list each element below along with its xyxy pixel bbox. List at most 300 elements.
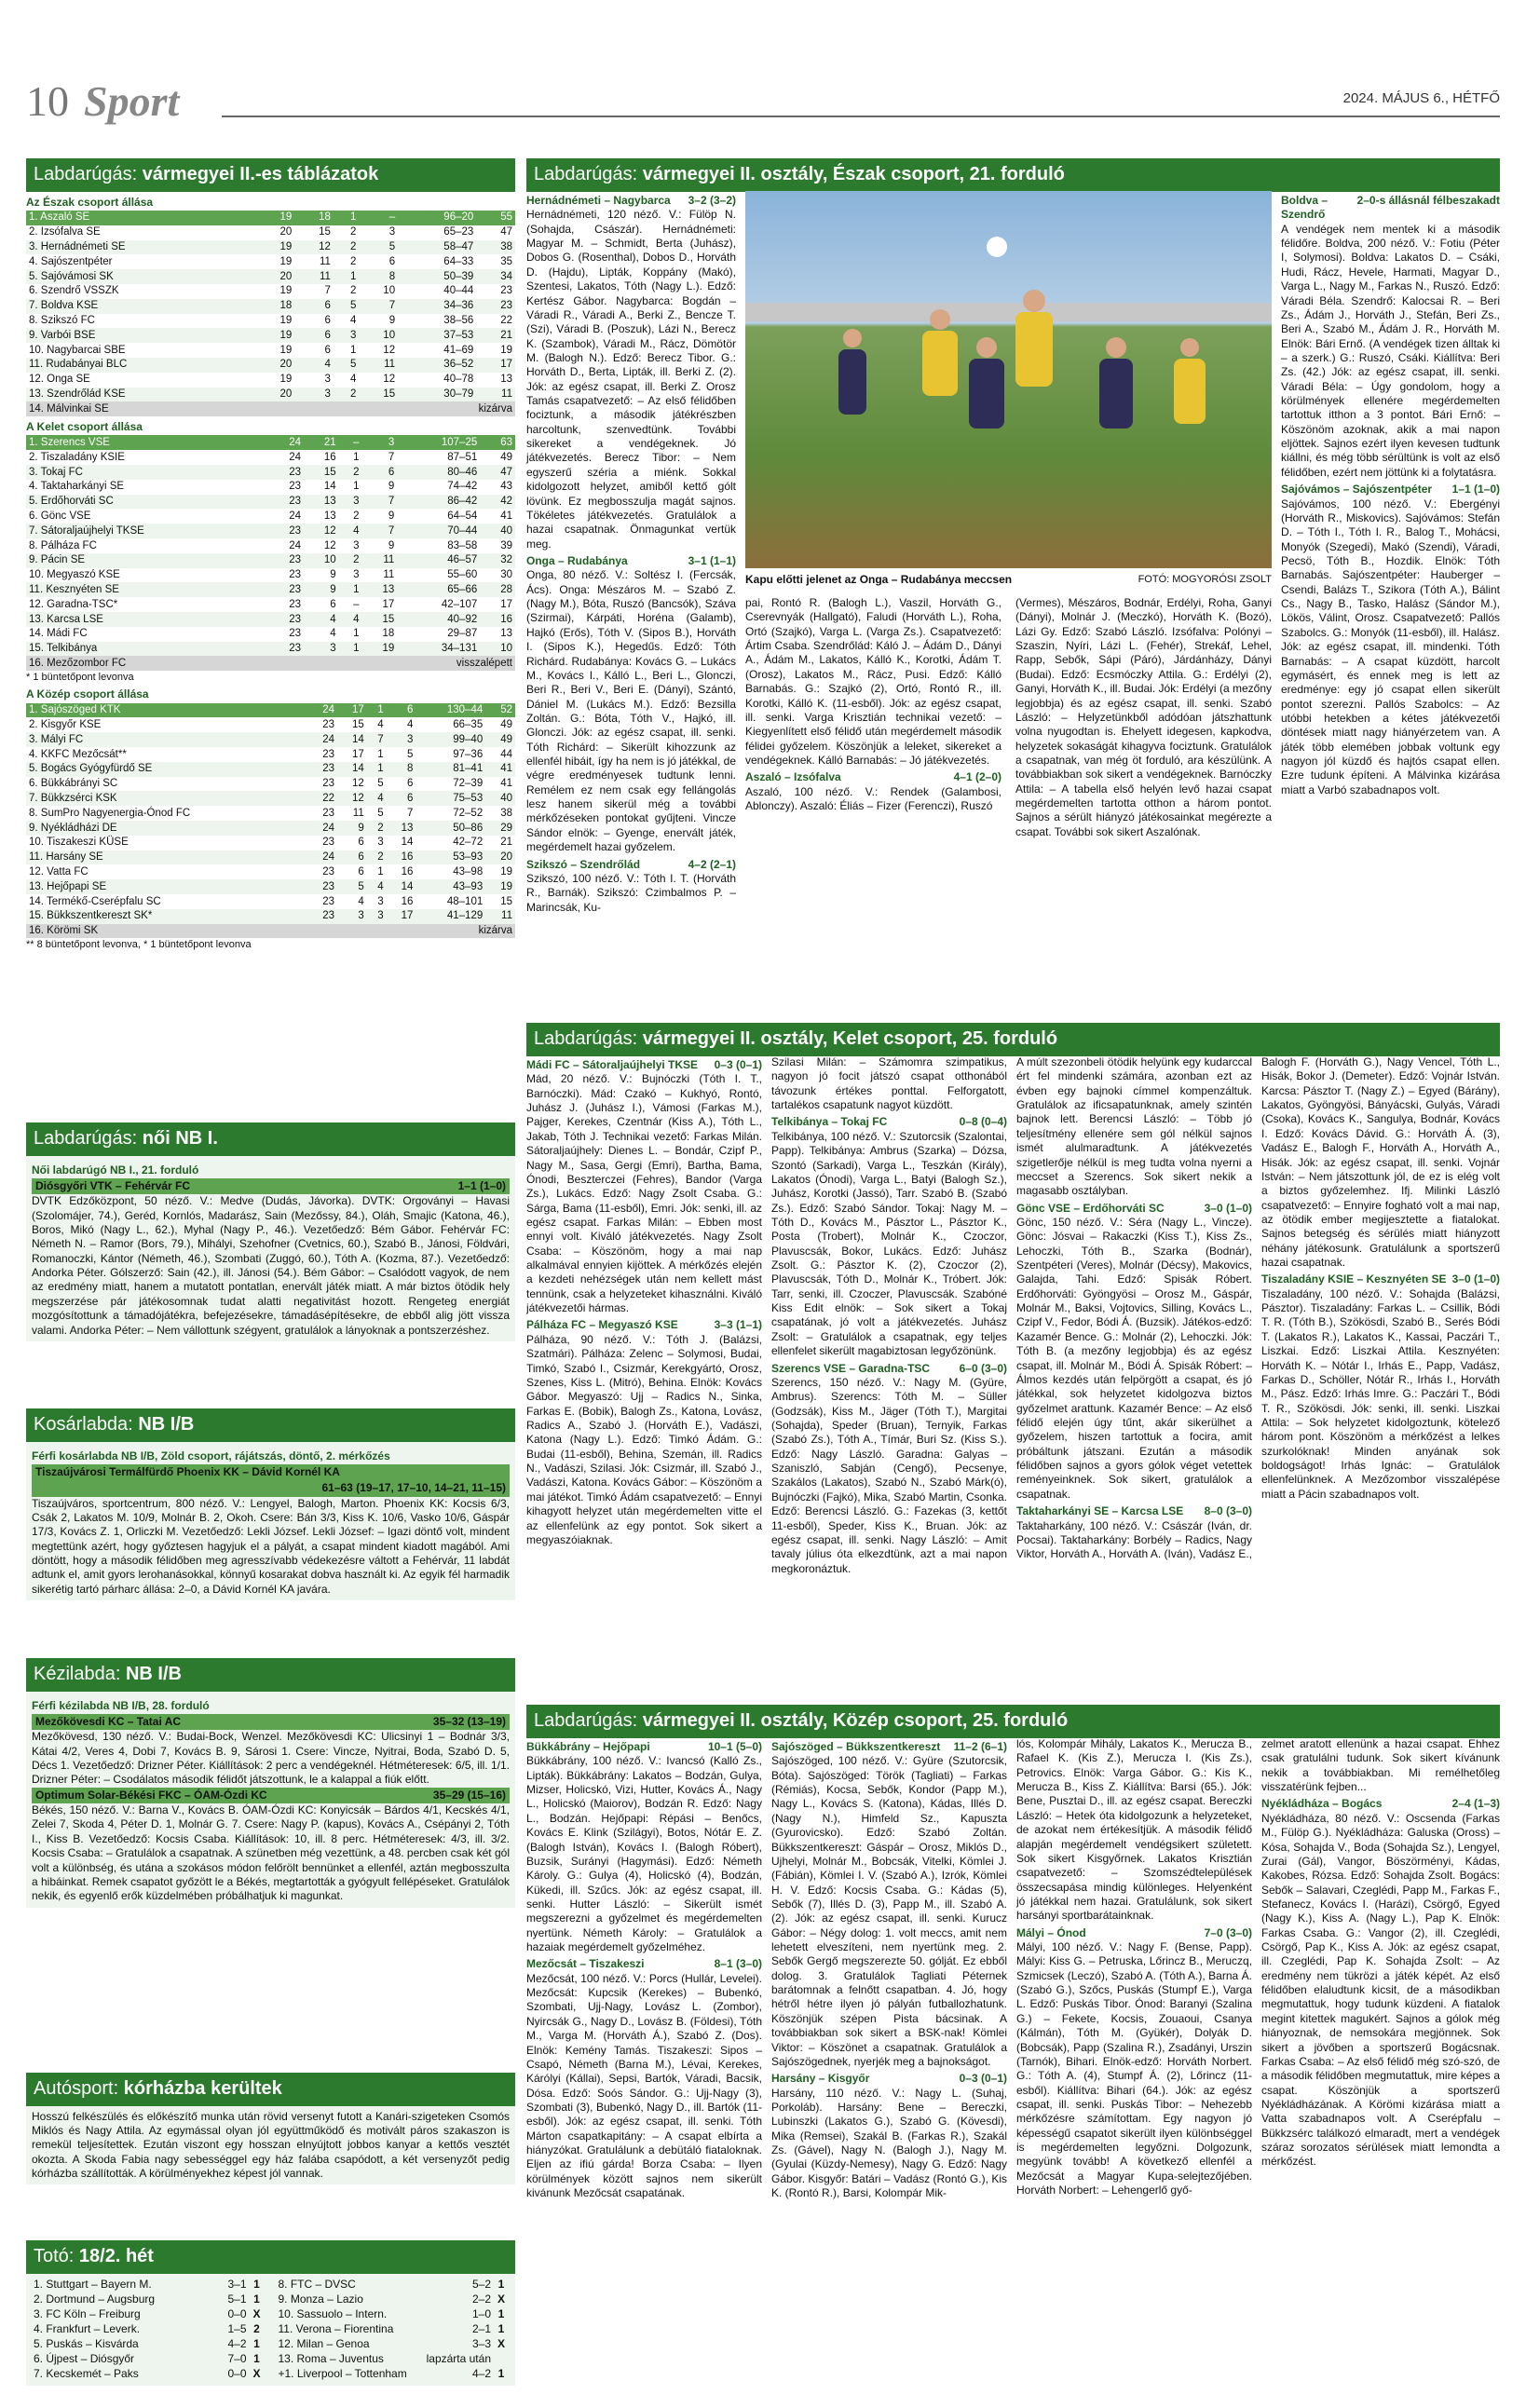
match-score: 3–0 (1–0) (1451, 1272, 1500, 1286)
team-name: 8. SumPro Nagyenergia-Ónod FC (29, 807, 191, 819)
team-stat: 12 (351, 778, 364, 790)
team-stat: 11 (359, 358, 398, 373)
noi-block (26, 1122, 515, 1341)
team-stat: 47 (500, 226, 512, 238)
east-round-col-4 (1261, 1055, 1500, 1502)
standings-row (26, 284, 515, 299)
team-stat: 43–98 (453, 865, 484, 877)
match-photo (745, 191, 1272, 568)
standings-row (26, 358, 515, 373)
team-stat: 4 (367, 879, 387, 894)
team-stat: 24 (289, 510, 302, 522)
match-title (1016, 1504, 1252, 1518)
match-title (1281, 194, 1500, 223)
team-stat: 16 (323, 451, 336, 463)
team-stat: 1 (367, 703, 387, 718)
team-stat: 23 (322, 895, 335, 907)
standings-row (26, 388, 515, 402)
toto-row (277, 2367, 511, 2382)
team-stat: 24 (289, 451, 302, 463)
team-stat: 20 (485, 850, 515, 865)
kosar-match: Tiszaújvárosi Termálfürdő Phoenix KK – Dávid Kornél KA (32, 1464, 510, 1480)
toto-match: 6. Újpest – Diósgyőr (34, 2351, 135, 2365)
match-score: 2–4 (1–3) (1451, 1797, 1500, 1811)
team-stat: 7 (362, 495, 398, 510)
team-stat: 41–69 (443, 344, 474, 356)
team-stat: 2 (350, 255, 357, 267)
team-stat: 47 (480, 465, 515, 480)
match-score: 10–1 (5–0) (707, 1740, 762, 1753)
team-name: 13. Karcsa LSE (26, 612, 268, 627)
toto-score: 1–5 (227, 2321, 247, 2335)
team-stat: 5 (377, 807, 384, 819)
auto-header: Autósport: kórházba kerültek (26, 2073, 515, 2106)
standings-row (26, 254, 515, 269)
noi-header: Labdarúgás: női NB I. (26, 1122, 515, 1156)
match-score: 11–2 (6–1) (953, 1740, 1007, 1753)
match-title (771, 1740, 1007, 1754)
auto-block (26, 2073, 515, 2184)
team-stat: 17 (351, 748, 364, 760)
toto-score: lapzárta után (426, 2351, 491, 2365)
team-name: 9. Varbói BSE (26, 328, 256, 343)
team-stat: 3 (387, 732, 416, 747)
toto-tip: 1 (253, 2277, 260, 2291)
toto-tip: X (252, 2306, 261, 2320)
team-stat: 1 (339, 582, 362, 597)
team-stat: 2 (350, 285, 357, 297)
team-name: 10. Tiszakeszi KÜSE (29, 837, 129, 849)
match-report: pai, Rontó R. (Balogh L.), Vaszil, Horváth G., Cserevnyák (Hallgató), Faludi (Horváth L.), Roha, Ortó (Szajkó), Varga L. (Varga Zs.). Csapatvezető: Ártim Csaba. Szendrőlád: Káló J. – Ádám D., Dányi A., Ádám M., Lakatos, Kálló K., Korotki, Ádám T. (Orosz), Lakatos M., Rácz, Pusi. Edző: Kálló Barnabás. G.: Szajkó (2), Ortó, Rontó R., ill. Korotki, Kálló K. (11-esből). Jók: az egész csapat, ill. senki. Varga Krisztián technikai vezető: – Kiegyenlített első félidő után megérdemelt második félidei győzelem. Köszönjük a leleket, sikereket a vendégeknek. Kálló Barnabás: – Jó játékvezetés. (745, 596, 1001, 767)
team-stat: 29 (485, 821, 515, 836)
toto-match: 12. Milan – Genoa (278, 2336, 370, 2350)
team-name: 4. Sajószentpéter (29, 255, 113, 267)
team-stat: 3 (353, 569, 360, 581)
team-stat: 1 (353, 481, 360, 493)
team-stat: 11 (383, 569, 395, 581)
match-report: Harsány, 110 néző. V.: Nagy L. (Suhaj, Porkoláb). Harsány: Bene – Bereczki, Lubinszki (Lakatos G.), Szabó G. (Kövesdi), Mika (Remsei), Szakál B. (Farkas R.), Szakál Zs. (Gável), Nagy N. (Balogh J.), Nagy M. (Gyulai (Küzdy-Nemesy), Nagy G. Edző: Nagy Gábor. Kisgyőr: Batári – Vadász (Rontó G.), Kis K. (Rontó R.), Barsi, Kolompár Mik- (771, 2086, 1007, 2200)
team-stat: 34 (476, 269, 515, 284)
match-name: Pálháza FC – Megyaszó KSE (526, 1318, 678, 1332)
team-stat: 3 (377, 837, 384, 849)
toto-tip: X (497, 2292, 505, 2306)
match-name: Boldva – Szendrő (1281, 194, 1328, 222)
team-stat: 13 (387, 821, 416, 836)
team-stat: 1 (353, 451, 360, 463)
kezi-text-2: Békés, 150 néző. V.: Barna V., Kovács B. ÓAM-Ózdi KC: Konyicsák – Bárdos 4/1, Kecskés 4/1, Zelei 7, Skoda 4, Péter D. 1, Molnár G. 7. Csere: Nagy P. (kapus), Kovács A., Csépányi 2, Tóth I., Kiss B. Vezetőedző: Kocsis Csaba. Kiállítások: 10, ill. 8 perc. Hétméteresek: 4/3, ill. 3/2. Kocsis Csaba: – Gratulálok a csapatnak. A szünetben még vezettünk, a 48. percben csak két gól volt a különbség, és utána a szokásos módon felőrölt bennünket a ellenfél, aztán megbosszulta a hibáinkat. Remek csapatot győzött le a Békés, megtartották a gyógyult fellépéseket. Gratulálok nekik, és egyenlő erők küzdelmében próbálhatjuk ki magunkat. (32, 1803, 510, 1903)
match-report: Bükkábrány, 100 néző. V.: Ivancsó (Kalló Zs., Lipták). Bükkábrány: Lakatos – Bodzán, Gulya, Mizser, Holicskó, Vizi, Hutter, Kovács Á., Nagy L., Holicskó (Maiorov), Bodzán R. Edző: Nagy L., Bodzán. Hejőpapi: Répási – Benőcs, Kovács E. Klink (Szilágyi), Botos, Nótár E. Z. (Balogh István), Kovács I. (Balogh Róbert), Buzsik, Surányi (Hagymási). Edző: Németh Károly. G.: Gulya (4), Holicskó (4), Bodzán, Kükedi, ill. Szűcs. Jók: az egész csapat, ill. senki. Hutter László: – Sikerült ismét megszerezni a győzelmet és megérdemelten nyertünk. Németh Károly: – Gratulálok a hazaiak megérdemelt győzelméhez. (526, 1754, 762, 1954)
team-stat: 13 (304, 495, 339, 510)
standings-row (26, 240, 515, 255)
match-score: 4–2 (2–1) (688, 857, 736, 871)
team-stat: 19 (256, 211, 295, 225)
team-stat: 15 (500, 895, 512, 907)
team-stat: 2 (353, 510, 360, 522)
team-stat: 39 (500, 539, 512, 551)
team-stat: 63 (480, 435, 515, 450)
team-stat: 16 (401, 895, 414, 907)
team-stat: 23 (476, 299, 515, 314)
match-score: 6–0 (3–0) (959, 1361, 1007, 1375)
team-stat: 6 (358, 837, 364, 849)
team-name: 14. Mádi FC (29, 628, 88, 640)
team-name: 2. Izsófalva SE (29, 226, 101, 238)
team-stat: 11 (294, 269, 334, 284)
standings-row (26, 524, 515, 538)
team-stat: 4 (350, 374, 357, 386)
match-score: 8–1 (3–0) (714, 1957, 762, 1971)
team-stat: 9 (388, 315, 396, 327)
toto-tip: 1 (497, 2321, 505, 2335)
match-report: Balogh F. (Horváth G.), Nagy Vencel, Tóth L., Hisák, Bokor J. (Demeter). Edző: Vojnár István. Karcsa: Pásztor T. (Nagy Z.) – Egyed (Bárány), Lakatos, Gyöngyösi, Bányácski, Gulyás, Váradi (Csoka), Kovács K., Sangulya, Bodnár, Kovács I. Edző: Kovács Dávid. G.: Horváth Á. (3), Vadász E., Balogh F., Horváth A., Horváth A., Hisák. Jók: az egész csapat, ill. senki. Vojnár István: – Nem játszottunk jól, de ez is elég volt a biztos győzelemhez. Ifj. Milinki László csapatvezető: – Ennyire fogható volt a mai nap, az ötödik ember megijesztette a fiatalokat. Sajnos betegség és sérülés miatt hiányzott néhány játékosunk. Gratulálunk a sportszerű hazai csapatnak. (1261, 1055, 1500, 1270)
match-score: 0–3 (0–1) (714, 1058, 762, 1071)
team-stat: 50–39 (398, 269, 476, 284)
team-stat: 3 (353, 539, 360, 551)
team-stat: 24 (307, 850, 337, 865)
match-score: 2–0-s állásnál félbeszakadt (1356, 194, 1500, 207)
toto-tip: 1 (497, 2366, 505, 2380)
team-stat: 23 (322, 718, 335, 730)
team-stat: 8 (387, 762, 416, 777)
standings-row (26, 299, 515, 314)
team-name: 6. Bükkábrányi SC (29, 778, 118, 790)
team-stat: 9 (388, 510, 395, 522)
team-stat: 40–92 (397, 612, 480, 627)
team-stat: 6 (387, 703, 416, 718)
team-name: 6. Gönc VSE (29, 510, 91, 522)
team-stat: 12 (294, 240, 334, 255)
match-name: Gönc VSE – Erdőhorváti SC (1016, 1201, 1165, 1215)
section-title: Sport (84, 77, 180, 125)
team-stat: 23 (322, 837, 335, 849)
team-stat: 10 (480, 642, 515, 657)
team-stat: 8 (359, 269, 398, 284)
toto-tip: 2 (253, 2321, 260, 2335)
team-stat: 30–79 (398, 388, 476, 402)
east-round-block (526, 1023, 1500, 1056)
north-round-block (526, 158, 1500, 192)
match-report: Sajóvámos, 100 néző. V.: Ebergényi (Horváth R., Miskovics). Sajóvámos: Stefán D. – Tóth I., Tóth I. R., Balog T., Mohácsi, Monyók (Szegedi), Makó (Szendi), Váradi, Pecsö, Tóth B., Hozdik. Elnök: Tóth Barnabás. Sajószentpéter: Hauberger – Csendi, Balázs T., Szikora (Tóth A.), Bálint Cs., Nagy B., Tasko, Halász (Sándor M.), Lökös, Válint, Orosz. Csapatvezető: Pallós Szabolcs. G.: Monyók (11-esből), ill. Halász. Jók: az egész csapat, ill. mindenki. Tóth Barnabás: – A csapat küzdött, harcolt egymásért, és ennek meg is lett az eredménye: egy jó csapat ellen sikerült pontot szerezni. Pallós Szabolcs: – Az utóbbi hetekben a kétes játékvezetői döntések miatt nagy hiányérzetem van. A játék több elemében jobbak voltunk egy nagyon jól küzdő és hajtós csapat ellen. Ezre tudunk építeni. A Málvinka kizárása miatt a Varbó szabadnapos volt. (1281, 497, 1500, 796)
toto-right-table (277, 2278, 511, 2382)
team-stat: 23 (268, 553, 304, 568)
toto-row (277, 2337, 511, 2352)
match-title (526, 858, 736, 872)
team-name: 7. Boldva KSE (26, 299, 256, 314)
team-stat: – (359, 211, 398, 225)
team-stat: 17 (476, 358, 515, 373)
team-stat: 2 (334, 240, 359, 255)
team-stat: 50–86 (416, 821, 485, 836)
match-title (526, 1957, 762, 1971)
team-stat: 23 (307, 762, 337, 777)
team-stat: 49 (500, 718, 512, 730)
match-title (1281, 483, 1500, 497)
team-name: 3. Tokaj FC (26, 465, 268, 480)
team-stat: 11 (476, 388, 515, 402)
team-stat: 42 (480, 495, 515, 510)
toto-block (26, 2240, 515, 2386)
match-name: Sajószöged – Bükkszentkereszt (771, 1740, 941, 1753)
toto-row (32, 2337, 266, 2352)
toto-left-table (32, 2278, 266, 2382)
match-name: Hernádnémeti – Nagybarca (526, 194, 671, 207)
team-stat: 65–66 (397, 582, 480, 597)
standings-row (26, 328, 515, 343)
standings-row (26, 465, 515, 480)
standings-row (26, 879, 515, 894)
match-report: Mályi, 100 néző. V.: Nagy F. (Bense, Papp). Mályi: Kiss G. – Petruska, Lőrincz B., Meruczq, Szmicsek (Leczó), Szabó A. (Tóth A.), Barna Á. (Szabó G.), Szőcs, Puskás (Stumpf E.), Varga L. Edző: Puskás Tibor. Ónod: Baranyi (Szalina G.) – Fekete, Kocsis, Zouaoui, Csanya (Kálmán), Tóth M. (Gyükér), Dolyák D. (Bobcsák), Papp (Szalina R.), Zsadányi, Urszin (Tarnók), Bihari. Elnök-edző: Horváth Norbert. G.: Tóth A. (4), Stumpf Á. (2), Lőrincz (11-esből). Kiállítva: Bihari (64.). Jók: az egész csapat, ill. senki. Puskás Tibor: – Nehezebb mérkőzésre számítottam. Egy nagyon jó képességű csapatot sikerült ilyen különbséggel is megérdemelten legyőzni. Dolgozunk, megyünk tovább! A következő ellenfél a Mezőcsát a Magyar Kupa-selejtezőjében. Horváth Norbert: – Lehengerlő győ- (1016, 1940, 1252, 2197)
team-stat: 1 (353, 628, 360, 640)
toto-score: 3–3 (471, 2336, 491, 2350)
team-stat: 7 (406, 807, 414, 819)
team-stat: 80–46 (397, 465, 480, 480)
match-report: Pálháza, 90 néző. V.: Tóth J. (Balázsi, Szatmári). Pálháza: Zelenc – Solymosi, Budai, Timkó, Szabó I., Csizmár, Kerekgyártó, Orosz, Szenes, Kiss L. (Mitró), Behina. Elnök: Kovács Gábor. Megyaszó: Ujj – Radics N., Sinka, Farkas E. (Bobik), Balogh Zs., Katona, Lovász, Radics A., Szabó J. (Horváth E.), Vadászi, Katona (Nagy L.). Edző: Timkó Ádám. G.: Budai (11-esből), Behina, Szemán, ill. Radics N., Vadászi, Szilasi. Jók: Csizmár, ill. Szabó J., Vadászi, Katona. Kovács Gábor: – Köszönöm a mai játékot. Timkó Ádám csapatvezető: – Ennyi kihagyott helyzet után megérdemelten vitte el az ellenfelünk az egy pontot. Sok sikert a megyaszóiaknak. (526, 1332, 762, 1546)
toto-match: +1. Liverpool – Tottenham (278, 2366, 407, 2380)
team-stat: 38–56 (443, 315, 474, 327)
team-stat: 12 (383, 344, 396, 356)
match-name: Sajóvámos – Sajószentpéter (1281, 483, 1433, 497)
team-name: 3. Hernádnémeti SE (26, 240, 256, 255)
match-report: Nyékládháza, 80 néző. V.: Oscsenda (Farkas M., Fülöp G.). Nyékládháza: Galuska (Oross) – Kósa, Sohajda V., Boda (Sohajda Sz.), Lengyel, Zurai (Gál), Vangor, Böszörményi, Kádas, Kakobes, Rózsa. Edző: Sohajda Zsolt. Bogács: Sebők – Salavari, Czeglédi, Papp M., Farkas F., Stefanecz, Kovács I. (Harázi), Csörgő, Egyed (Nagy K.), Kiss A. (Nagy L.), Pap K. Elnök: Farkas Csaba. G.: Vangor (2), ill. Czeglédi, Csörgő, Pap K., Kiss A. Jók: az egész csapat, ill. Czeglédi, Pap K. Sohajda Zsolt: – Az eredmény nem tükrözi a játék képét. Az első félidőben elaludtunk kicsit, de a másodikban megmutattuk, hogy tudunk küzdeni. A fiatalok megint kitettek magukért. Sajnos a gólok még hiányoznak, de nemsokára megjönnek. Sok sikert a jövőben a sportszerű Bogácsnak. Farkas Csaba: – Az első félidő még szó-szó, de a második félidőben megmutattuk, mire képes a csapat. Köszönjük a sportszerű Nyékládházának. A Körömi kizárása miatt a Vatta szabadnapos volt. A Cserépfalu – Bükkzsérc találkozó elmaradt, mert a vendégek száraz sorozatos sérülések miatt lemondta a mérkőzést. (1261, 1811, 1500, 2169)
standings-row (26, 450, 515, 465)
team-stat: 18 (382, 628, 395, 640)
team-stat: 23 (268, 642, 304, 657)
team-stat: 23 (322, 748, 335, 760)
team-stat: 28 (480, 582, 515, 597)
toto-score: 4–2 (471, 2366, 491, 2380)
toto-row (32, 2292, 266, 2307)
team-stat: 72–52 (453, 807, 484, 819)
standings-row (26, 777, 515, 792)
team-stat: 53–93 (416, 850, 485, 865)
team-stat: 30 (500, 569, 512, 581)
team-stat: 97–36 (453, 748, 484, 760)
team-stat: 46–57 (397, 553, 480, 568)
standings-row (26, 568, 515, 583)
team-stat: 7 (359, 299, 398, 314)
toto-score: 2–1 (471, 2321, 491, 2335)
team-stat: 66–35 (453, 718, 484, 730)
toto-score: 2–2 (471, 2292, 491, 2306)
team-stat: 16 (480, 612, 515, 627)
team-stat: 15 (362, 612, 398, 627)
match-name: Mádi FC – Sátoraljaújhelyi TKSE (526, 1058, 699, 1071)
match-report: zelmet aratott ellenünk a hazai csapat. Ehhez csak gratulálni tudunk. Sok sikert kívánunk nekik a továbbiakban. Mi remélhetőleg visszatérünk fejben... (1261, 1737, 1500, 1794)
team-stat: 21 (476, 328, 515, 343)
team-stat: 7 (367, 732, 387, 747)
team-stat: 17 (500, 598, 512, 610)
match-title (526, 1318, 762, 1332)
team-stat: 4 (339, 524, 362, 538)
team-stat: 41 (500, 510, 512, 522)
team-stat: 9 (388, 481, 395, 493)
noi-match: Diósgyőri VTK – Fehérvár FC 1–1 (1–0) (32, 1178, 510, 1194)
team-stat: 19 (279, 374, 293, 386)
team-stat: 6 (406, 778, 414, 790)
central-round-col-3 (1016, 1737, 1252, 2198)
team-stat: 14 (323, 481, 336, 493)
team-stat: 130–44 (416, 703, 485, 718)
toto-header: Totó: 18/2. hét (26, 2240, 515, 2274)
toto-score: 5–1 (227, 2292, 247, 2306)
team-stat: 42–107 (441, 598, 478, 610)
match-report: Mezőcsát, 100 néző. V.: Porcs (Hullár, Levelei). Mezőcsát: Kupcsik (Kerekes) – Bubenkó, Szombati, Ujj-Nagy, Lovász L. (Zombor), Nyircsák G., Nagy D., Lovász B. (Földesi), Tóth M., Varga M. (Horváth Á.), Szabó Z. (Dos). Elnök: Kemény Tamás. Tiszakeszi: Sipos – Csapó, Németh (Barna M.), Lévai, Kerekes, Kárólyi (Kállai), Sepsi, Bartók, Váradi, Bacsik, Dósa. Edző: Soós Sándor. G.: Ujj-Nagy (3), Szombati (3), Bubenkó, Nagy D., ill. Bartók (11-esből). Jók: az egész csapat, ill. senki. Tóth Márton csapatkapitány: – A csapat elbírta a hiányzókat. Gratulálunk a debütáló fiataloknak. Eljen az ifiú gárda! Borza Csaba: – Ilyen körülmények között sajnos nem sikerült kivánunk Mezőcsát csapatának. (526, 1971, 762, 2200)
match-title (526, 1058, 762, 1072)
team-stat: 49 (485, 732, 515, 747)
team-stat: 38 (500, 807, 512, 819)
standings-row (26, 747, 515, 762)
team-stat: 21 (304, 435, 339, 450)
standings-row (26, 211, 515, 225)
toto-row (277, 2278, 511, 2292)
auto-text: Hosszú felkészülés és előkészítő munka után rövid versenyt futott a Kanári-szigeteken Csomós Miklós és Nagy Attila. Az egymással olyan jól együttműködő és motivált páros szakaszon is remekül teljesítettek. Ezután viszont egy hosszan elnyújtott jobbos kanyar a kettős vesztét okozta. A Skoda Fabia nagy sebességgel egy ház falába csapódott, a két versenyzőt pedig kórházba szállították. A körülményekhez képest jól vannak. (32, 2109, 510, 2181)
team-name: 2. Kisgyőr KSE (29, 718, 102, 730)
team-stat: 11 (320, 255, 331, 267)
match-report: Aszaló, 100 néző. V.: Rendek (Galambosi, Ablonczy). Aszaló: Éliás – Fizer (Ferenczi), Ruszó (745, 784, 1001, 813)
toto-score: 3–1 (227, 2277, 247, 2291)
excluded-note: visszalépett (268, 656, 515, 671)
team-stat: 83–58 (447, 539, 478, 551)
match-name: Nyékládháza – Bogács (1261, 1797, 1383, 1811)
team-stat: 23 (268, 465, 304, 480)
match-title (1261, 1797, 1500, 1811)
team-name: 7. Sátoraljaújhelyi TKSE (26, 524, 268, 538)
match-report: Szerencs, 150 néző. V.: Nagy M. (Gyüre, Ambrus). Szerencs: Tóth M. – Süller (Godzsák), Kiss M., Jäger (Tóth T.), Margitai (Sohajda), Speder (Bruan), Ternyik, Farkas (Szabó Zs.), Tóth A., Tímár, Buri Sz. (Kiss S.). Edző: Nagy László. Garadna: Galyas – Szaniszló, Sabján (Cengő), Pecsenye, Szakálos (Lakatos), Szabó N., Szabó Márk(ó), Bujnóczki (Fajkó), Mika, Szabó Martin, Csonka. Edző: Berencsi László. G.: Fazekas (3, kettőt 11-esből), Speder, Kiss K., Bruan. Jók: az egész csapat, ill. senki. Nagy László: – Amit tavaly július óta elkezdtünk, azt a mai napon megkoronáztuk. (771, 1375, 1007, 1575)
team-stat: 19 (362, 642, 398, 657)
excluded-row (26, 401, 515, 416)
team-stat: 34–131 (397, 642, 480, 657)
excluded-note: kizárva (256, 401, 515, 416)
match-report: Mád, 20 néző. V.: Bujnóczki (Tóth I. T., Barnóczki). Mád: Czakó – Kukhyó, Rontó, Juhász J. (Juhász I.), Vámosi (Farkas M.), Pajger, Kerekes, Czentnár (Kiss A.), Tóth L., Jakab, Tóth J. Technikai vezető: Farkas Milán. Sátoraljaújhely: Dienes L. – Bondár, Czipf P., Nagy M., Sasa, Gergi (Emri), Bartha, Bama, Ónodi, Beszterczei (Fehres), Bandor (Varga Zs.), Lukács. Edző: Nagy Zsolt Csaba. G.: Sárga, Bama (11-esből), Emri. Jók: senki, ill. az egész csapat. Farkas Milán: – Ebben most ennyi volt. Kiváló játékvezetés. Nagy Zsolt Csaba: – Köszönöm, hogy a mai nap alkalmával ennyien kijöttek. A mérkőzés elején a kezdeti nehézségek után nem kellett mást tennünk, csak a helyzeteket kihasználni. Kiváló játékvezetői hármas. (526, 1072, 762, 1315)
toto-match: 7. Kecskemét – Paks (34, 2366, 139, 2380)
photo-caption: FOTÓ: MOGYORÓSI ZSOLT Kapu előtti jelenet az Onga – Rudabánya meccsen (745, 573, 1272, 586)
kezi-header: Kézilabda: NB I/B (26, 1658, 515, 1692)
toto-row (32, 2278, 266, 2292)
north-table (26, 211, 515, 416)
issue-date: 2024. MÁJUS 6., HÉTFŐ (1342, 90, 1500, 106)
team-stat: 23 (289, 628, 302, 640)
standings-row (26, 762, 515, 777)
team-name: 2. Tiszaladány KSIE (29, 451, 125, 463)
team-stat: 23 (268, 582, 304, 597)
toto-row (32, 2322, 266, 2337)
central-footnote: ** 8 büntetőpont levonva, * 1 büntetőpont levonva (26, 939, 252, 951)
photo-credit: FOTÓ: MOGYORÓSI ZSOLT (1138, 574, 1272, 585)
team-stat: 5 (334, 358, 359, 373)
team-stat: 40–44 (443, 285, 474, 297)
match-report: Hernádnémeti, 120 néző. V.: Fülöp N. (Sohajda, Császár). Hernádnémeti: Magyar M. – Schmidt, Berta (Juhász), Dobos G. (Rosenthal), Dobos D., Horváth D. (Hajdu), Lipták, Koppány (Makó), Szentesi, Lakatos, Tóth (Nagy L.). Edző: Kertész Gábor. Nagybarca: Bogdán – Váradi R., Váradi A., Berki Z., Bencze T. (Szi), Váradi B. (Poszuk), Lázi N., Berecz K. (Szambok), Váradi M., Rácz, Dömötör M. (Balogh N.). Edző: Berecz Tibor. G.: Horváth D., Berta, Lipták, ill. Berki Z. (2). Jók: az egész csapat, ill. Berki Z. Orosz Tamás csapatvezető: – Az első félidőben fociztunk, a második játékrészben harcoltunk, szenvedtünk. További sikereket a vendégeknek. Jó játékvezetés. Berecz Tibor: – Nem egyszerű széria a miénk. Sokkal kidolgozott helyzet, amiből kettő gólt lövünk. Ez megbosszulja magát sajnos. Tökéletes játékvezetés. Gratulálok a hazai csapatnak. Önmagunkat vertük meg. (526, 208, 736, 551)
team-stat: 19 (279, 315, 293, 327)
match-score: 3–2 (3–2) (688, 194, 736, 207)
team-stat: 3 (362, 435, 398, 450)
toto-match: 1. Stuttgart – Bayern M. (34, 2277, 152, 2291)
team-stat: 15 (359, 388, 398, 402)
team-stat: 58–47 (398, 240, 476, 255)
team-name: 11. Rudabányai BLC (26, 358, 256, 373)
team-stat: 23 (289, 598, 302, 610)
team-stat: 81–41 (416, 762, 485, 777)
team-stat: 11 (352, 807, 364, 819)
toto-match: 4. Frankfurt – Leverk. (34, 2321, 141, 2335)
excluded-note: kizárva (307, 924, 515, 939)
team-name: 4. Taktaharkányi SE (29, 481, 125, 493)
team-stat: 9 (337, 821, 367, 836)
team-stat: 19 (485, 879, 515, 894)
page-number: 10 (26, 77, 69, 125)
team-stat: 4 (304, 612, 339, 627)
team-name: 5. Erdőhorváti SC (26, 495, 268, 510)
team-stat: 20 (256, 269, 295, 284)
team-name: 13. Szendrőlád KSE (26, 388, 256, 402)
team-name: 12. Vatta FC (29, 865, 89, 877)
standings-row (26, 642, 515, 657)
team-stat: 17 (337, 703, 367, 718)
standings-row (26, 864, 515, 879)
team-stat: 40 (480, 524, 515, 538)
team-stat: 3 (377, 895, 384, 907)
team-stat: 1 (334, 211, 359, 225)
team-stat: 19 (500, 865, 512, 877)
team-stat: 3 (294, 388, 334, 402)
match-report: Szilasi Milán: – Számomra szimpatikus, nagyon jó focit játszó csapat otthonából távozunk értékes ponttal. Felforgatott, tartalékos csapatunk nagyot küzdött. (771, 1055, 1007, 1112)
team-stat: 7 (362, 524, 398, 538)
team-name: 10. Megyaszó KSE (29, 569, 120, 581)
team-stat: 6 (330, 598, 336, 610)
team-stat: 13 (500, 374, 512, 386)
team-stat: 40 (485, 791, 515, 806)
team-stat: 2 (350, 226, 357, 238)
standings-row (26, 343, 515, 358)
team-stat: 41 (500, 778, 512, 790)
toto-match: 5. Puskás – Kisvárda (34, 2336, 139, 2350)
players-illustration (745, 191, 1272, 568)
match-score: 7–0 (3–0) (1204, 1925, 1252, 1939)
team-stat: 20 (279, 226, 293, 238)
team-stat: 87–51 (447, 451, 478, 463)
north-round-col-2 (745, 596, 1001, 813)
kezi-sub: Férfi kézilabda NB I/B, 28. forduló (32, 1698, 210, 1712)
team-stat: 6 (388, 255, 396, 267)
team-stat: 11 (485, 909, 515, 924)
team-stat: 86–42 (397, 495, 480, 510)
match-report: Onga, 80 néző. V.: Soltész I. (Fercsák, Ács). Onga: Mészáros M. – Szabó Z. (Nagy M.), Bóta, Ruszó (Bancsók), Száva (Szirmai), Kárpáti, Horéna (Galamb), Hajkó (Erős), Tóth V. (Sipos B.), Horváth I. (Sipos K.), Hegedűs. Edző: Tóth Richárd. Rudabánya: Kovács G. – Lukács M., Kovács I., Kálló L., Beri L., Glonczi, Beri R., Beri V., Beri E. (Dányi), Szántó, Dániel M. (Lukács M.). Edző: Bezsilla Zoltán. G.: Bóta, Tóth V., Hajkó, ill. Glonczi. Jók: az egész csapat, ill. senki. Tóth Richárd: – Sikerült kihozzunk az ellenfél hibáit, így ha nem is jó játékkal, de végre eredményesek tudtunk lenni. Remélem ez nem csak egy fellángolás lesz hanem sikerül még a további mérkőzéseken pontokat gyűjteni. Vincze Sándor elnök: – Gyenge, enervált játék, megérdemelt hazai győzelem. (526, 568, 736, 854)
match-title (526, 1740, 762, 1754)
standings-row (26, 509, 515, 524)
team-stat: 19 (500, 344, 512, 356)
team-stat: 99–40 (416, 732, 485, 747)
team-stat: 6 (324, 344, 331, 356)
team-stat: 15 (319, 226, 331, 238)
team-name: 12. Onga SE (29, 374, 90, 386)
team-stat: 17 (387, 909, 416, 924)
team-stat: 22 (500, 315, 512, 327)
toto-score: 1–0 (471, 2306, 491, 2320)
team-stat: 5 (359, 240, 398, 255)
team-stat: 5 (406, 748, 414, 760)
toto-match: 13. Roma – Juventus (278, 2351, 384, 2365)
standings-row (26, 553, 515, 568)
match-report: A múlt szezonbeli ötödik helyünk egy kudarccal ért fel mindenki számára, azonban ezt az évben egy bajnoki címmel kompenzáltuk. Gratulálok az ificsapatunknak, amely szintén bajnok lett. Berencsi László: – Több jó teljesítmény ellenére sem gól nélkül sajnos ismét alulmaradtunk. A játékvezetés szigetlerője nélkül is meg tudta volna nyerni a meccset a Szerencs. Sok sikert nekik a magasabb osztályban. (1016, 1055, 1252, 1198)
team-stat: 23 (322, 807, 335, 819)
standings-row (26, 703, 515, 718)
team-name: 6. Szendrő VSSZK (29, 285, 119, 297)
kezi-match-2: Optimum Solar-Békési FKC – ÓAM-Ózdi KC 35–29 (15–16) (32, 1788, 510, 1803)
standings-row (26, 314, 515, 329)
central-table (26, 703, 515, 939)
team-stat: 1 (339, 642, 362, 657)
kezi-block (26, 1658, 515, 1908)
team-stat: 52 (485, 703, 515, 718)
